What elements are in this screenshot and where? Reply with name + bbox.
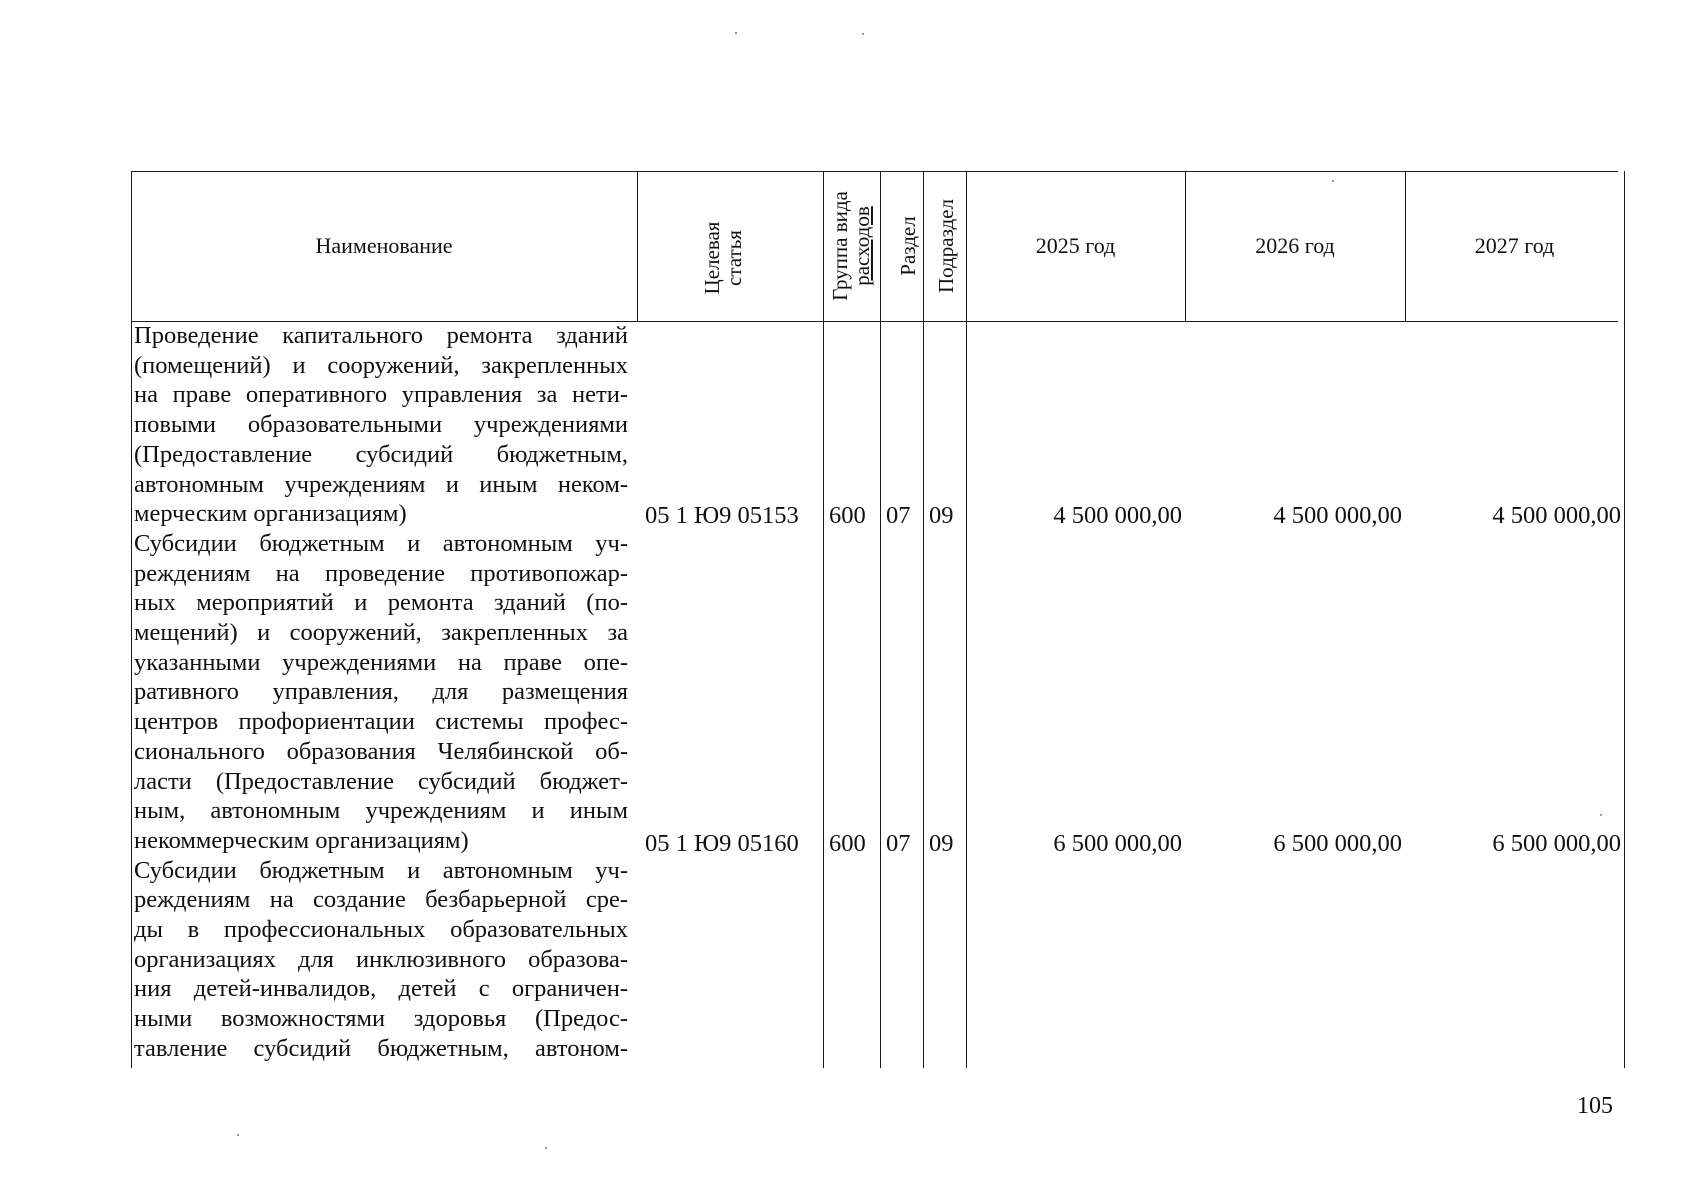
description-line: организациях для инклюзивного образова-	[134, 945, 628, 973]
header-subsection: Подраздел	[934, 199, 958, 293]
description-line: тавление субсидий бюджетным, автоном-	[134, 1034, 628, 1062]
description-line: ния детей-инвалидов, детей с ограничен-	[134, 975, 628, 1003]
description-column	[134, 321, 628, 1064]
col-divider-group	[823, 171, 824, 1068]
scan-speck	[1332, 180, 1334, 182]
table-border-right	[1624, 171, 1625, 1068]
row1-target-article: 05 1 Ю9 05153	[645, 502, 799, 529]
description-line: ративного управления, для размещения	[134, 678, 628, 706]
description-line: мерческим организациям)	[134, 500, 407, 528]
table-border-top	[131, 171, 1618, 172]
page-number: 105	[1577, 1093, 1613, 1119]
row1-2025: 4 500 000,00	[1053, 502, 1182, 529]
description-line: мещений) и сооружений, закрепленных за	[134, 619, 628, 647]
row2-target-article: 05 1 Ю9 05160	[645, 830, 799, 857]
description-line: реждениям на создание безбарьерной сре-	[134, 886, 628, 914]
row2-expense-group: 600	[829, 830, 866, 857]
col-divider-subsection	[923, 171, 924, 1068]
header-name: Наименование	[315, 233, 453, 258]
description-line: центров профориентации системы профес-	[134, 708, 628, 736]
col-divider-2025	[966, 171, 967, 1068]
description-line: сионального образования Челябинской об-	[134, 737, 628, 765]
description-line: реждениям на проведение противопожар-	[134, 559, 628, 587]
header-expense-group	[829, 174, 877, 318]
description-line: ласти (Предоставление субсидий бюджет-	[134, 767, 628, 795]
row2-2026: 6 500 000,00	[1273, 830, 1402, 857]
header-2027: 2027 год	[1474, 233, 1555, 258]
header-target-article-line2: статья	[722, 230, 746, 286]
scan-speck	[545, 1147, 547, 1149]
description-line: ными возможностями здоровья (Предос-	[134, 1005, 628, 1033]
description-line: (Предоставление субсидий бюджетным,	[134, 440, 628, 468]
description-line: ных мероприятий и ремонта зданий (по-	[134, 589, 628, 617]
description-line: (помещений) и сооружений, закрепленных	[134, 351, 628, 379]
scan-speck	[862, 33, 864, 35]
header-target-article	[701, 188, 749, 328]
row1-2026: 4 500 000,00	[1273, 502, 1402, 529]
description-line: автономным учреждениям и иным неком-	[134, 470, 628, 498]
header-target-article-line1: Целевая	[700, 221, 724, 295]
scan-speck	[1600, 814, 1602, 816]
table-border-left	[131, 171, 132, 1068]
row2-subsection: 09	[929, 830, 954, 857]
row1-subsection: 09	[929, 502, 954, 529]
description-line: Проведение капитального ремонта зданий	[134, 322, 628, 349]
description-line: некоммерческим организациям)	[134, 826, 469, 854]
description-line: Субсидии бюджетным и автономным уч-	[134, 856, 628, 884]
row1-section: 07	[886, 502, 911, 529]
header-2025: 2025 год	[1035, 233, 1116, 258]
header-section: Раздел	[896, 216, 920, 276]
header-expense-group-line2: расходов	[850, 206, 874, 286]
row1-expense-group: 600	[829, 502, 866, 529]
description-line: указанными учреждениями на праве опе-	[134, 648, 628, 676]
description-line: ным, автономным учреждениям и иным	[134, 797, 628, 825]
col-divider-target	[637, 171, 638, 321]
col-divider-section	[880, 171, 881, 1068]
row2-2025: 6 500 000,00	[1053, 830, 1182, 857]
header-expense-group-line1: Группа вида	[828, 191, 852, 301]
description-line: ды в профессиональных образовательных	[134, 916, 628, 944]
scan-speck	[735, 32, 737, 34]
description-line: на праве оперативного управления за нети-	[134, 381, 628, 409]
scan-speck	[237, 1134, 239, 1136]
description-line: Субсидии бюджетным и автономным уч-	[134, 529, 628, 557]
row2-section: 07	[886, 830, 911, 857]
header-2026: 2026 год	[1255, 233, 1335, 258]
row1-2027: 4 500 000,00	[1492, 502, 1621, 529]
description-line: повыми образовательными учреждениями	[134, 411, 628, 439]
row2-2027: 6 500 000,00	[1492, 830, 1621, 857]
